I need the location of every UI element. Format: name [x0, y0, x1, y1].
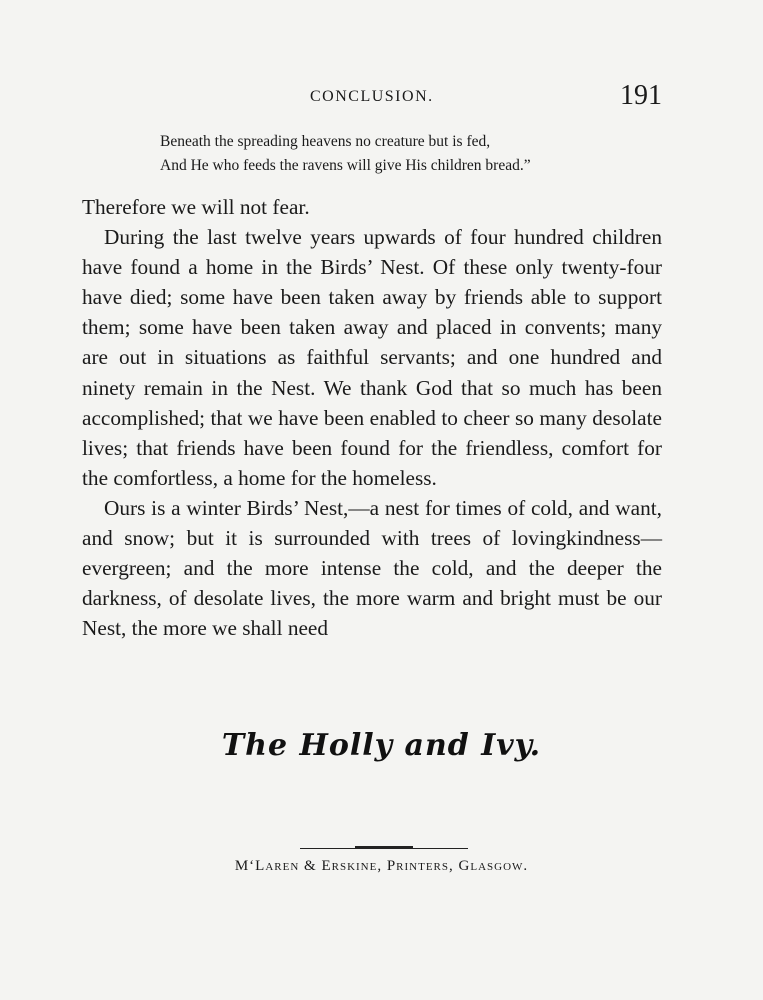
closing-title: The Holly and Ivy. [221, 728, 542, 763]
divider-rule-center [355, 846, 413, 849]
page-number: 191 [620, 80, 662, 111]
body-text [82, 192, 662, 643]
page-header [82, 80, 662, 116]
verse-line: Beneath the spreading heavens no creature but is fed, [160, 133, 491, 150]
printer-imprint: M‘Laren & Erskine, Printers, Glasgow. [234, 858, 529, 874]
running-head: CONCLUSION. [310, 88, 434, 105]
paragraph: Ours is a winter Birds’ Nest,—a nest for times of cold, and want, and snow; but it is surrounded with trees of lovingkindness—evergreen; and the more intense the cold, and the deeper the darkness, of desolate lives, the more warm and bright must be our Nest, the more we shall need [82, 495, 662, 641]
paragraph: Therefore we will not fear. [82, 195, 310, 219]
verse-quote [160, 130, 660, 178]
paragraph: During the last twelve years upwards of four hundred children have found a home in the Birds’ Nest. Of these only twenty-four have died; some have been taken away by friends able to support them; some have been taken away and placed in convents; many are out in situations as faithful servants; and one hundred and ninety remain in the Nest. We thank God that so much has been accomplished; that we have been enabled to cheer so many desolate lives; that friends have been found for the friendless, comfort for the comfortless, a home for the homeless. [82, 225, 662, 490]
verse-line: And He who feeds the ravens will give His children bread.” [160, 157, 531, 174]
